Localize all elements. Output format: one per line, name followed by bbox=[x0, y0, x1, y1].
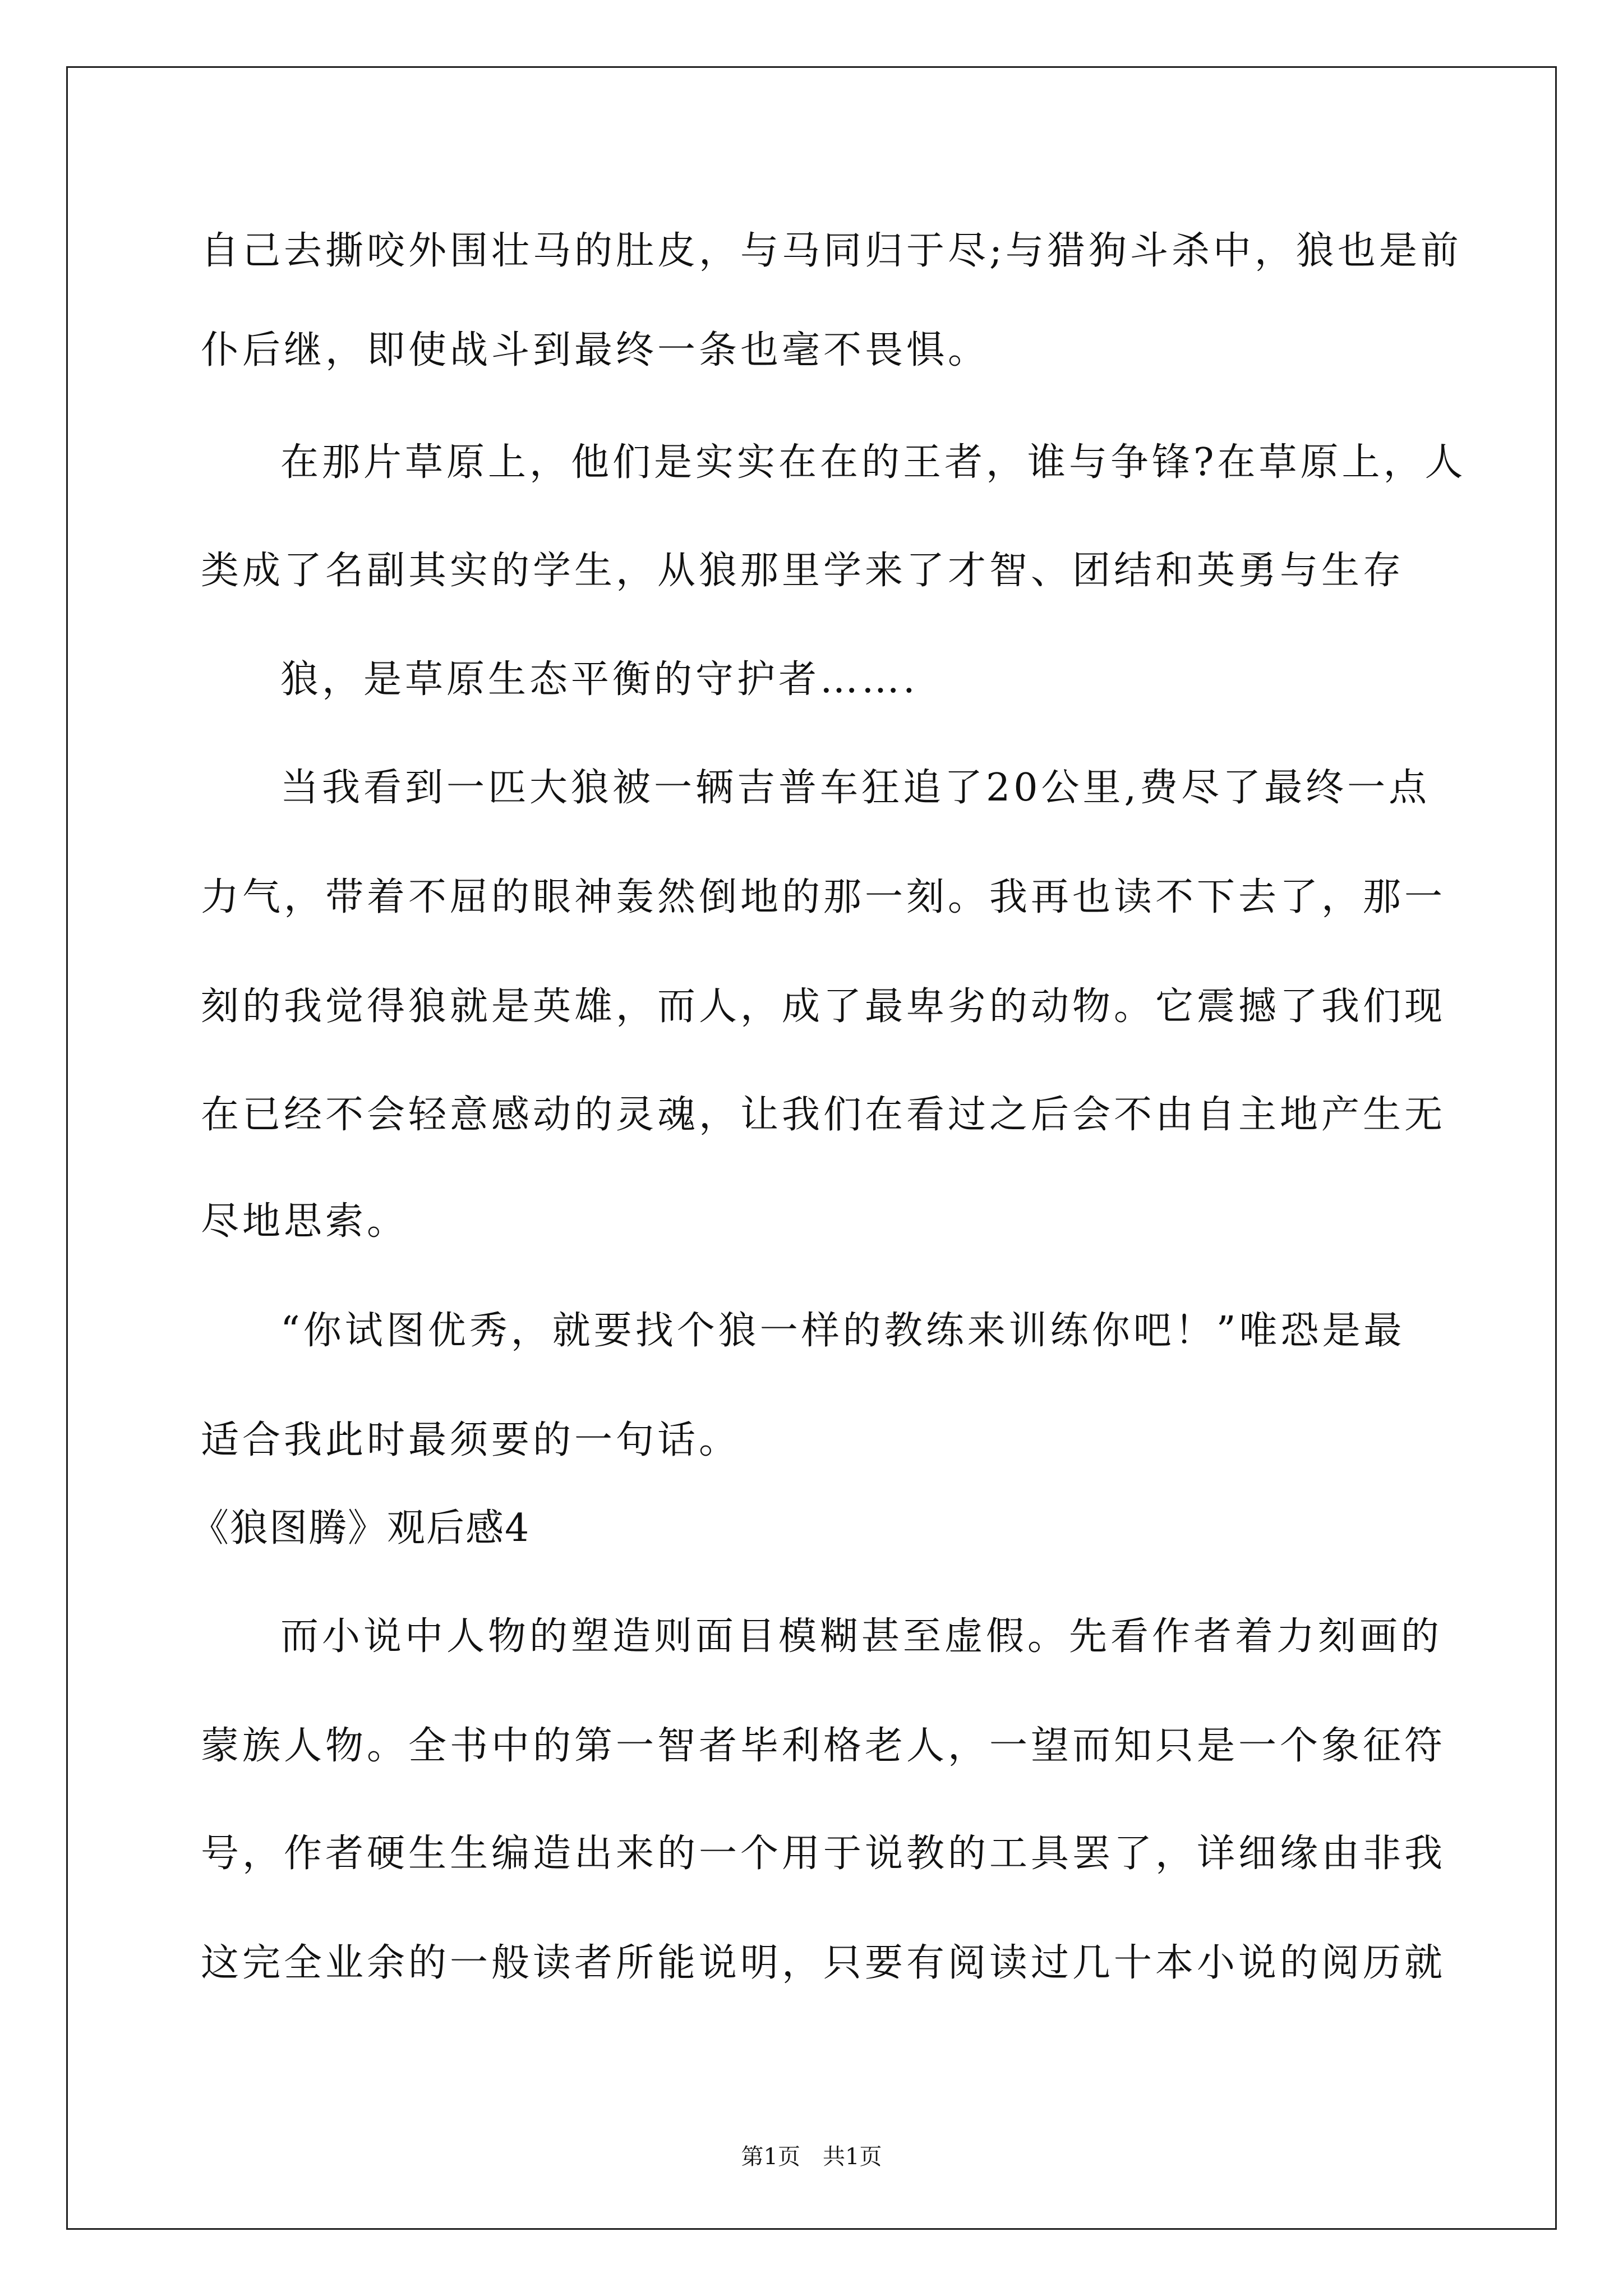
page-border bbox=[66, 66, 1557, 2230]
text-line: 狼，是草原生态平衡的守护者……. bbox=[280, 657, 919, 702]
text-line: 当我看到一匹大狼被一辆吉普车狂追了20公里,费尽了最终一点 bbox=[280, 766, 1431, 810]
text-line: 在那片草原上，他们是实实在在的王者，谁与争锋?在草原上，人 bbox=[280, 440, 1467, 485]
text-line: 自己去撕咬外围壮马的肚皮，与马同归于尽;与猎狗斗杀中，狼也是前 bbox=[201, 229, 1462, 273]
text-line: 这完全业余的一般读者所能说明，只要有阅读过几十本小说的阅历就 bbox=[201, 1941, 1446, 1985]
text-line: 而小说中人物的塑造则面目模糊甚至虚假。先看作者着力刻画的 bbox=[280, 1614, 1443, 1659]
text-line: “你试图优秀，就要找个狼一样的教练来训练你吧！”唯恐是最 bbox=[280, 1309, 1405, 1353]
text-line: 仆后继，即使战斗到最终一条也毫不畏惧。 bbox=[201, 328, 990, 372]
text-line: 尽地思索。 bbox=[201, 1199, 409, 1244]
text-line: 蒙族人物。全书中的第一智者毕利格老人，一望而知只是一个象征符 bbox=[201, 1724, 1446, 1768]
text-line: 类成了名副其实的学生，从狼那里学来了才智、团结和英勇与生存 bbox=[201, 549, 1405, 593]
text-line: 刻的我觉得狼就是英雄，而人，成了最卑劣的动物。它震撼了我们现 bbox=[201, 984, 1446, 1029]
text-line: 力气，带着不屈的眼神轰然倒地的那一刻。我再也读不下去了，那一 bbox=[201, 875, 1446, 919]
section-heading: 《狼图腾》观后感4 bbox=[191, 1506, 531, 1550]
page-number: 第1页 共1页 bbox=[741, 2144, 882, 2170]
text-line: 在已经不会轻意感动的灵魂，让我们在看过之后会不由自主地产生无 bbox=[201, 1093, 1446, 1137]
text-line: 号，作者硬生生编造出来的一个用于说教的工具罢了，详细缘由非我 bbox=[201, 1832, 1446, 1876]
text-line: 适合我此时最须要的一句话。 bbox=[201, 1418, 741, 1462]
